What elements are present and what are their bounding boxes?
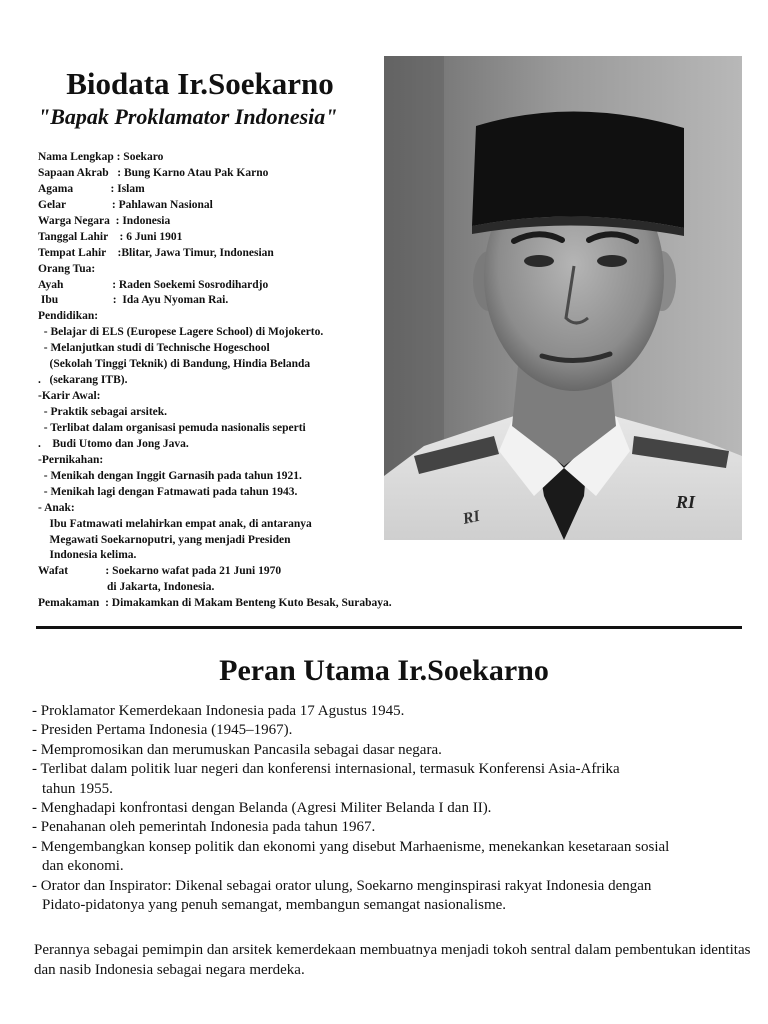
- role-text: - Presiden Pertama Indonesia (1945–1967).: [32, 722, 293, 739]
- bio-row: Pemakaman : Dimakamkan di Makam Benteng Kuto Besak, Surabaya.: [38, 597, 392, 610]
- bio-row: Ayah : Raden Soekemi Sosrodihardjo: [38, 278, 269, 291]
- bio-row: -Pernikahan:: [38, 453, 104, 466]
- role-item: [32, 877, 762, 916]
- bio-row: Sapaan Akrab : Bung Karno Atau Pak Karno: [38, 166, 269, 179]
- role-text: - Mempromosikan dan merumuskan Pancasila sebagai dasar negara.: [32, 741, 442, 758]
- bio-row: Agama : Islam: [38, 182, 145, 195]
- portrait-photo: [384, 56, 742, 540]
- role-item: [32, 818, 762, 837]
- role-text-continued: tahun 1955.: [42, 780, 113, 797]
- section-divider: [36, 626, 742, 629]
- badge-right: RI: [676, 492, 696, 512]
- bio-row: Tempat Lahir :Blitar, Jawa Timur, Indonesian: [38, 246, 274, 259]
- role-text: - Proklamator Kemerdekaan Indonesia pada 17 Agustus 1945.: [32, 703, 405, 719]
- role-item: [32, 760, 762, 799]
- role-text: - Menghadapi konfrontasi dengan Belanda (Agresi Militer Belanda I dan II).: [32, 800, 492, 817]
- role-text: - Terlibat dalam politik luar negeri dan konferensi internasional, termasuk Konferensi Asia-Afrika: [32, 761, 620, 778]
- bio-row: Ibu : Ida Ayu Nyoman Rai.: [38, 294, 229, 307]
- bio-row: (Sekolah Tinggi Teknik) di Bandung, Hindia Belanda: [38, 358, 311, 371]
- closing-paragraph: Perannya sebagai pemimpin dan arsitek kemerdekaan membuatnya menjadi tokoh sentral dalam pembentukan identitas dan nasib Indonesia sebagai negara merdeka.: [34, 942, 751, 978]
- bio-row: . (sekarang ITB).: [38, 374, 128, 387]
- page-subtitle: "Bapak Proklamator Indonesia": [38, 104, 338, 129]
- bio-row: Tanggal Lahir : 6 Juni 1901: [38, 230, 183, 243]
- role-item: [32, 721, 762, 740]
- bio-row: - Menikah dengan Inggit Garnasih pada tahun 1921.: [38, 469, 302, 482]
- badge-left: RI: [461, 507, 482, 528]
- bio-row: . Budi Utomo dan Jong Java.: [38, 437, 189, 450]
- bio-row: - Terlibat dalam organisasi pemuda nasionalis seperti: [38, 421, 306, 434]
- bio-row: Nama Lengkap : Soekaro: [38, 151, 164, 163]
- role-item: [32, 741, 762, 760]
- bio-row: Pendidikan:: [38, 310, 99, 323]
- roles-list: [32, 702, 762, 915]
- role-text: - Penahanan oleh pemerintah Indonesia pada tahun 1967.: [32, 819, 376, 836]
- role-item: [32, 702, 762, 721]
- bio-row: - Praktik sebagai arsitek.: [38, 406, 168, 418]
- bio-row: Warga Negara : Indonesia: [38, 214, 171, 227]
- bio-row: - Belajar di ELS (Europese Lagere School) di Mojokerto.: [38, 326, 324, 339]
- bio-row: Orang Tua:: [38, 262, 96, 275]
- bio-row: - Menikah lagi dengan Fatmawati pada tahun 1943.: [38, 485, 298, 498]
- bio-row: Ibu Fatmawati melahirkan empat anak, di antaranya: [38, 517, 312, 530]
- role-text: - Orator dan Inspirator: Dikenal sebagai orator ulung, Soekarno menginspirasi rakyat Indonesia dengan: [32, 877, 652, 894]
- role-text-continued: Pidato-pidatonya yang penuh semangat, membangun semangat nasionalisme.: [42, 897, 507, 914]
- role-text-continued: dan ekonomi.: [42, 858, 124, 875]
- role-text: - Mengembangkan konsep politik dan ekonomi yang disebut Marhaenisme, menekankan kesetaraan sosial: [32, 838, 670, 855]
- bio-row: - Anak:: [38, 501, 75, 514]
- bio-row: di Jakarta, Indonesia.: [38, 581, 215, 594]
- bio-row: Wafat : Soekarno wafat pada 21 Juni 1970: [38, 565, 282, 578]
- bio-row: Gelar : Pahlawan Nasional: [38, 198, 213, 211]
- section-title: Peran Utama Ir.Soekarno: [219, 654, 549, 687]
- bio-row: Megawati Soekarnoputri, yang menjadi Presiden: [38, 533, 291, 546]
- page-title: Biodata Ir.Soekarno: [66, 66, 334, 101]
- biodata-list: [38, 150, 438, 612]
- bio-row: - Melanjutkan studi di Technische Hogeschool: [38, 342, 270, 355]
- bio-row: -Karir Awal:: [38, 390, 101, 403]
- role-item: [32, 799, 762, 818]
- role-item: [32, 838, 762, 877]
- bio-row: Indonesia kelima.: [38, 549, 137, 562]
